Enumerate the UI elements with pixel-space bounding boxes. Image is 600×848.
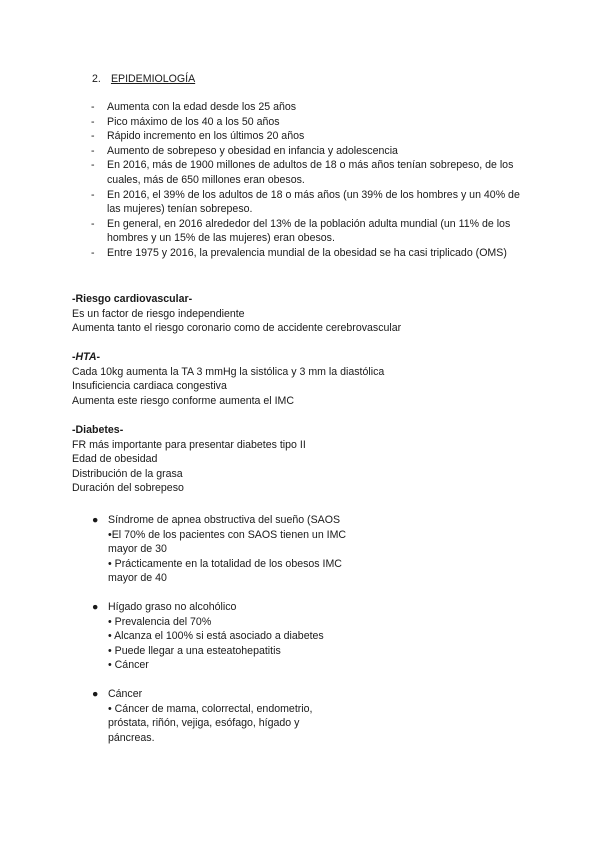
riesgo-line: Aumenta tanto el riesgo coronario como de accidente cerebrovascular bbox=[72, 322, 402, 335]
diabetes-line: Distribución de la grasa bbox=[72, 467, 183, 480]
diabetes-line: Edad de obesidad bbox=[72, 453, 158, 466]
bullet-sub: • Cáncer bbox=[108, 659, 149, 672]
bullet-sub: • Cáncer de mama, colorrectal, endometrio, próstata, riñón, vejiga, esófago, hígado y páncreas. bbox=[108, 702, 313, 744]
epidemiology-list bbox=[91, 100, 531, 261]
bullet-saos bbox=[92, 513, 392, 586]
riesgo-section bbox=[72, 292, 532, 336]
section-heading bbox=[92, 72, 195, 87]
bullet-cancer bbox=[92, 687, 392, 745]
list-item: - Pico máximo de los 40 a los 50 años bbox=[91, 115, 280, 128]
bullet-title: Síndrome de apnea obstructiva del sueño (SAOS bbox=[108, 514, 341, 526]
bullet-title: Cáncer bbox=[108, 688, 143, 700]
diabetes-title: -Diabetes- bbox=[72, 424, 124, 436]
bullet-sub: • Alcanza el 100% si está asociado a diabetes bbox=[108, 630, 324, 643]
diabetes-line: FR más importante para presentar diabetes tipo II bbox=[72, 438, 306, 451]
list-item: - Entre 1975 y 2016, la prevalencia mundial de la obesidad se ha casi triplicado (OMS) bbox=[91, 246, 507, 259]
riesgo-line: Es un factor de riesgo independiente bbox=[72, 307, 245, 320]
list-item: - Aumento de sobrepeso y obesidad en infancia y adolescencia bbox=[91, 144, 398, 157]
list-item: - En general, en 2016 alrededor del 13% de la población adulta mundial (un 11% de los hombres y un 15% de las mujeres) eran obesos. bbox=[91, 217, 511, 245]
diabetes-section bbox=[72, 423, 532, 496]
hta-line: Cada 10kg aumenta la TA 3 mmHg la sistólica y 3 mm la diastólica bbox=[72, 365, 385, 378]
hta-section bbox=[72, 350, 532, 408]
list-item: - En 2016, el 39% de los adultos de 18 o más años (un 39% de los hombres y un 40% de las mujeres) tenían sobrepeso. bbox=[91, 188, 520, 216]
bullet-icon: ● bbox=[92, 514, 99, 526]
list-item: - Rápido incremento en los últimos 20 años bbox=[91, 130, 305, 143]
hta-title: -HTA- bbox=[72, 351, 101, 363]
list-item: - Aumenta con la edad desde los 25 años bbox=[91, 101, 297, 113]
bullet-sub: • Puede llegar a una esteatohepatitis bbox=[108, 644, 281, 657]
heading-title: EPIDEMIOLOGÍA bbox=[110, 73, 196, 85]
hta-line: Aumenta este riesgo conforme aumenta el IMC bbox=[72, 394, 294, 407]
bullet-higado bbox=[92, 600, 392, 673]
riesgo-title: -Riesgo cardiovascular- bbox=[72, 293, 193, 305]
bullet-sub: • Prevalencia del 70% bbox=[108, 615, 212, 628]
heading-number: 2. bbox=[92, 73, 101, 85]
bullet-title: Hígado graso no alcohólico bbox=[108, 601, 237, 613]
bullet-icon: ● bbox=[92, 688, 99, 700]
hta-line: Insuficiencia cardiaca congestiva bbox=[72, 380, 227, 393]
diabetes-line: Duración del sobrepeso bbox=[72, 482, 184, 495]
bullet-sub: • Prácticamente en la totalidad de los obesos IMC mayor de 40 bbox=[108, 557, 342, 585]
bullet-icon: ● bbox=[92, 601, 99, 613]
list-item: - En 2016, más de 1900 millones de adultos de 18 o más años tenían sobrepeso, de los cuales, más de 650 millones eran obesos. bbox=[91, 159, 514, 186]
bullet-sub: •El 70% de los pacientes con SAOS tienen un IMC mayor de 30 bbox=[108, 528, 347, 556]
